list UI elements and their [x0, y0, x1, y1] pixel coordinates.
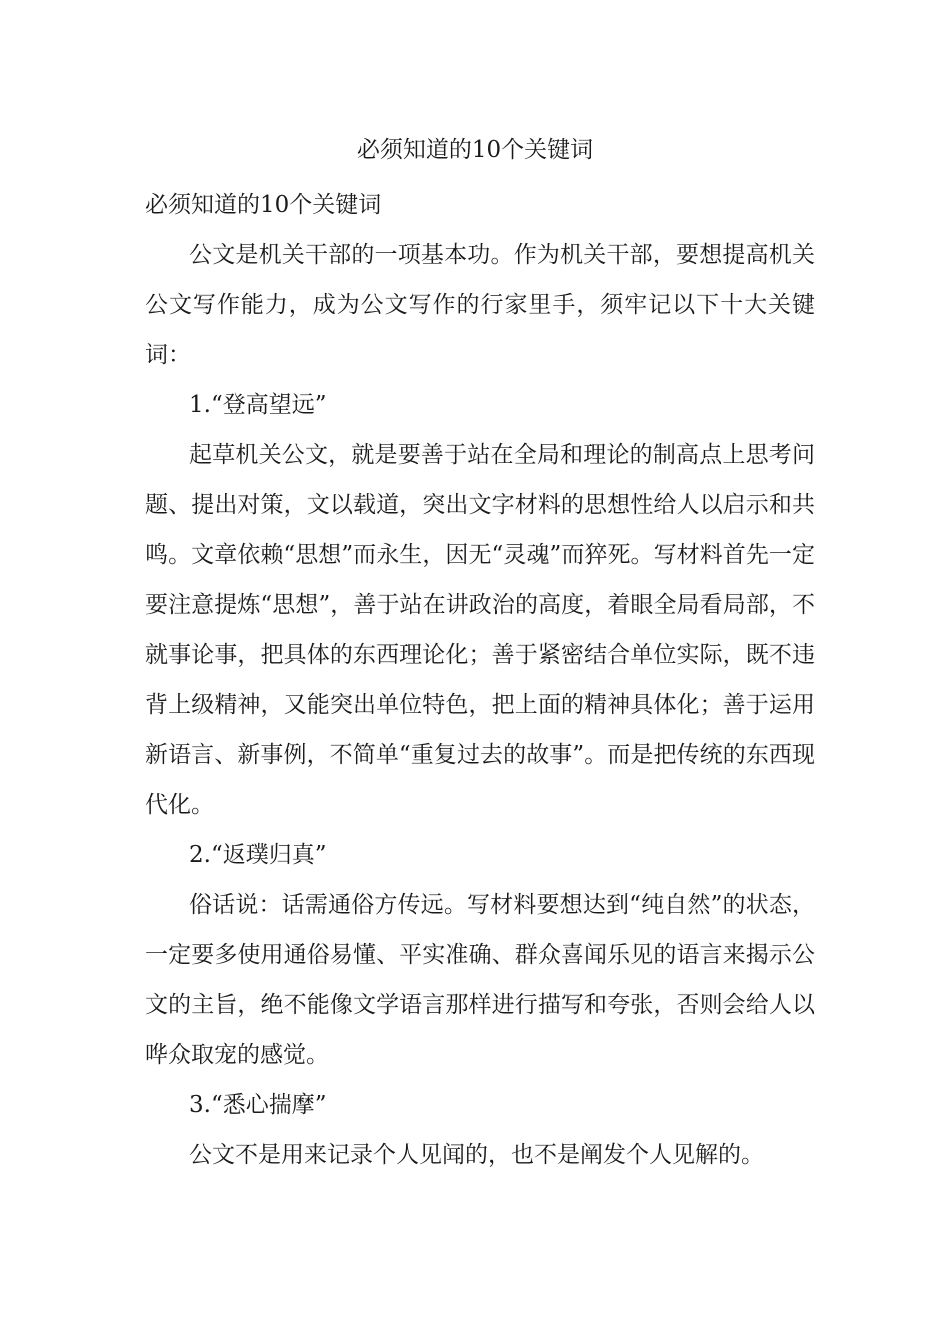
- heading-keyword-2: 2.“返璞归真”: [189, 842, 327, 868]
- heading-keyword-1: 1.“登高望远”: [189, 392, 327, 418]
- heading-keyword-3: 3.“悉心揣摩”: [189, 1092, 327, 1118]
- paragraph-keyword-1: 起草机关公文，就是要善于站在全局和理论的制高点上思考问题、提出对策，文以载道，突出文字材料的思想性给人以启示和共鸣。文章依赖“思想”而永生，因无“灵魂”而猝死。写材料首先一定要注意提炼“思想”，善于站在讲政治的高度，着眼全局看局部，不就事论事，把具体的东西理论化；善于紧密结合单位实际，既不违背上级精神，又能突出单位特色，把上面的精神具体化；善于运用新语言、新事例，不简单“重复过去的故事”。而是把传统的东西现代化。: [145, 442, 815, 818]
- document-body: [145, 180, 815, 1180]
- paragraph-keyword-3: 公文不是用来记录个人见闻的，也不是阐发个人见解的。: [189, 1142, 764, 1168]
- document-title: 必须知道的10个关键词: [356, 137, 594, 163]
- paragraph-keyword-2: 俗话说：话需通俗方传远。写材料要想达到“纯自然”的状态，一定要多使用通俗易懂、平实准确、群众喜闻乐见的语言来揭示公文的主旨，绝不能像文学语言那样进行描写和夸张，否则会给人以哗众取宠的感觉。: [145, 892, 815, 1068]
- document-subtitle: 必须知道的10个关键词: [145, 192, 382, 218]
- paragraph-intro: 公文是机关干部的一项基本功。作为机关干部，要想提高机关公文写作能力，成为公文写作的行家里手，须牢记以下十大关键词：: [145, 242, 815, 368]
